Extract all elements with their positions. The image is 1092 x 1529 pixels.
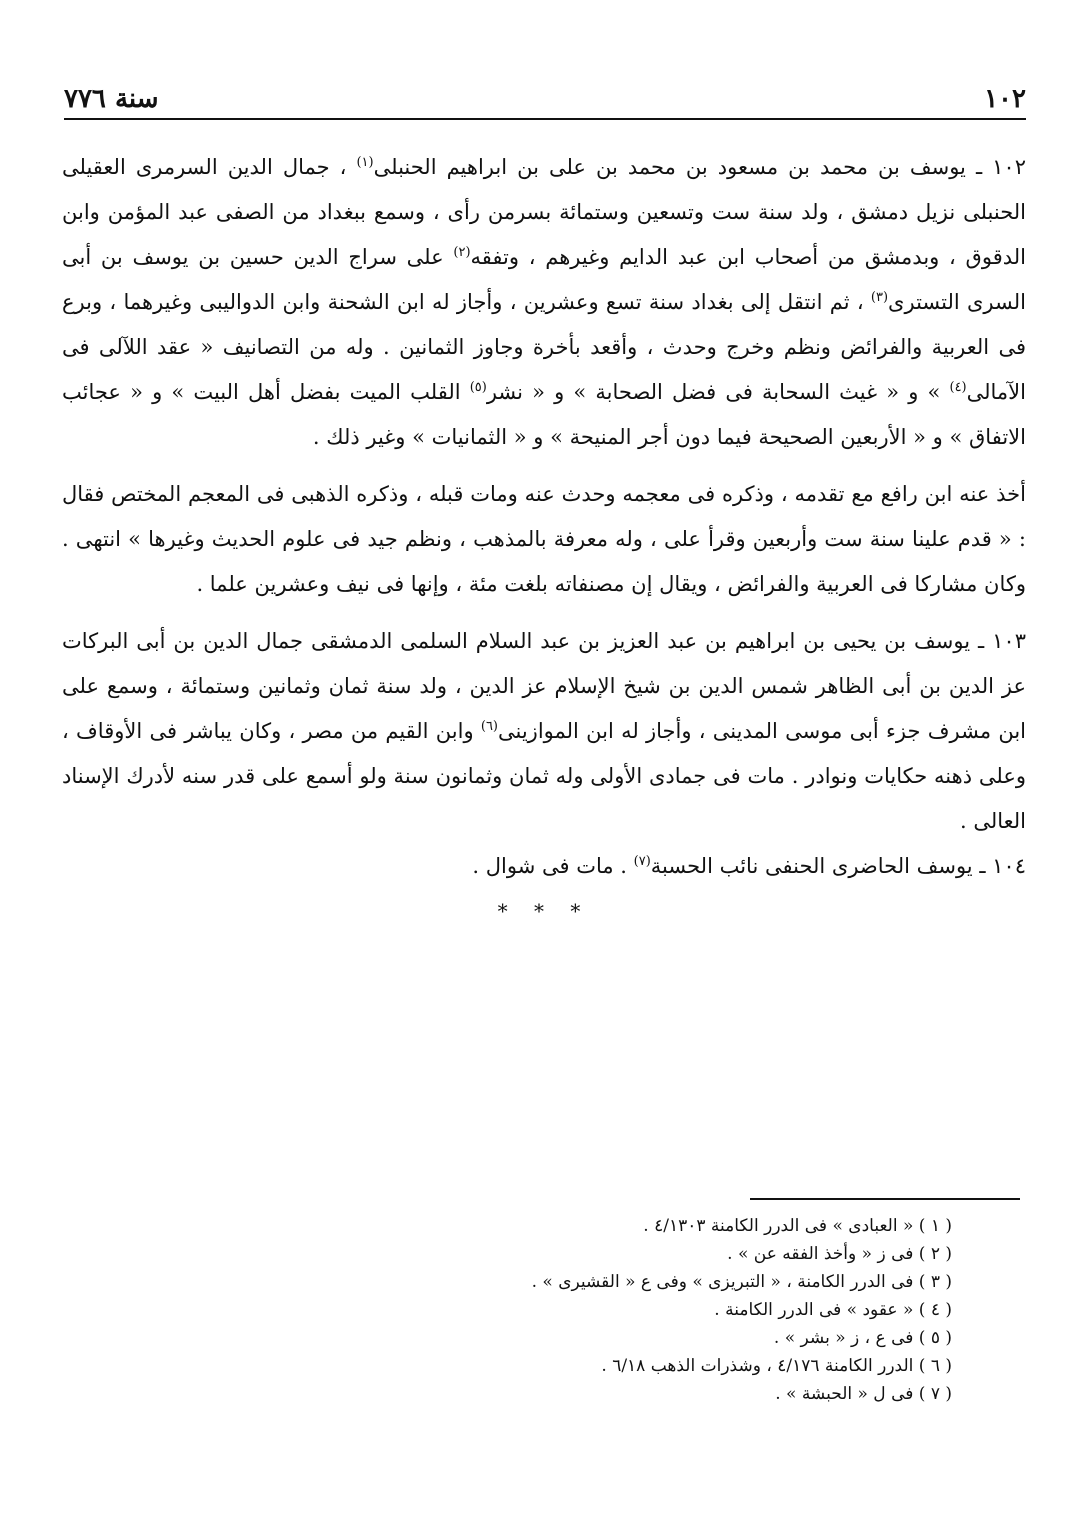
footnote-7: ( ٧ ) فى ل « الحبشة » . [775,1384,952,1404]
entry-102-text: ، ثم انتقل إلى بغداد سنة تسع وعشرين ، وأجاز له ابن الشحنة وابن الدواليبى وغيرهما ، وبرع فى العربية والفرائض ونظم وخرج وحدث ، وأقعد بأخرة وجاوز الثمانين . وله من التصانيف « عقد اللآلى فى الآمالى [62,290,1026,404]
running-header [64,78,1026,120]
footnote-1: ( ١ ) « العبادى » فى الدرر الكامنة ٤/١٣٠٣ . [643,1216,952,1236]
footnotes-list [232,1212,952,1408]
entry-104-text: ١٠٤ ـ يوسف الحاضرى الحنفى نائب الحسبة [650,854,1026,878]
entry-102 [62,145,1026,460]
footnote-ref-5: (٥) [469,380,487,395]
entry-103-text: ١٠٣ ـ يوسف بن يحيى بن ابراهيم بن عبد العزيز بن عبد السلام السلمى الدمشقى جمال الدين بن أبى البركات عز الدين بن أبى الظاهر شمس الدين بن شيخ الإسلام عز الدين ، ولد سنة ثمان وثمانين وستمائة ، وسمع على ابن مشرف جزء أبى موسى المدينى ، وأجاز له ابن الموازينى [62,629,1026,743]
year-label: سنة ٧٧٦ [64,84,159,114]
entry-102-text: ، جمال الدين السرمرى العقيلى الحنبلى نزيل دمشق ، ولد سنة ست وتسعين وستمائة بسرمن رأى ، وسمع ببغداد من الصفى عبد المؤمن وابن الدقوق ، وبدمشق من أصحاب ابن عبد الدايم وغيرهم ، وتفقه [62,155,1026,269]
entry-104-text: . مات فى شوال . [472,854,634,878]
footnote-ref-2: (٢) [453,245,471,260]
footnote-ref-4: (٤) [949,380,967,395]
footnote-6: ( ٦ ) الدرر الكامنة ٤/١٧٦ ، وشذرات الذهب ٦/١٨ . [601,1356,952,1376]
footnote-3: ( ٣ ) فى الدرر الكامنة ، « التبريزى » وفى ع « القشيرى » . [531,1272,952,1292]
footnote-5: ( ٥ ) فى ع ، ز « بشر » . [773,1328,952,1348]
footnote-divider [750,1198,1020,1200]
footnote-ref-6: (٦) [480,719,498,734]
entry-102-text: ١٠٢ ـ يوسف بن محمد بن مسعود بن محمد بن على بن ابراهيم الحنبلى [373,155,1026,179]
footnote-ref-7: (٧) [633,854,651,869]
entry-102-continuation: أخذ عنه ابن رافع مع تقدمه ، وذكره فى معجمه وحدث عنه ومات قبله ، وذكره الذهبى فى المعجم المختص فقال : « قدم علينا سنة ست وأربعين وقرأ على ، وله معرفة بالمذهب ، ونظم جيد فى علوم الحديث وغيرها » انتهى . وكان مشاركا فى العربية والفرائض ، ويقال إن مصنفاته بلغت مئة ، وإنها فى نيف وعشرين علما . [62,482,1026,596]
entry-103-text: وابن القيم من مصر ، وكان يباشر فى الأوقاف ، وعلى ذهنه حكايات ونوادر . مات فى جمادى الأولى وله ثمان وثمانون سنة ولو أسمع على قدر سنه لأدرك الإسناد العالى . [62,719,1026,833]
entry-102-text: على سراج الدين حسين بن يوسف بن أبى السرى التسترى [62,245,1026,314]
section-divider-stars: * * * [497,899,591,923]
entry-102-text: » و « غيث السحابة فى فضل الصحابة » و « نشر [486,380,950,404]
entry-104 [62,844,1026,889]
main-text [62,145,1026,934]
footnote-4: ( ٤ ) « عقود » فى الدرر الكامنة . [714,1300,952,1320]
footnote-ref-1: (١) [356,155,374,170]
entry-103 [62,619,1026,844]
footnote-2: ( ٢ ) فى ز « وأخذ الفقه عن » . [727,1244,952,1264]
footnote-ref-3: (٣) [870,290,889,305]
entry-102-text: القلب الميت بفضل أهل البيت » و « عجائب الاتفاق » و « الأربعين الصحيحة فيما دون أجر المنيحة » و « الثمانيات » وغير ذلك . [62,380,1026,449]
page-number: ١٠٢ [984,84,1026,114]
